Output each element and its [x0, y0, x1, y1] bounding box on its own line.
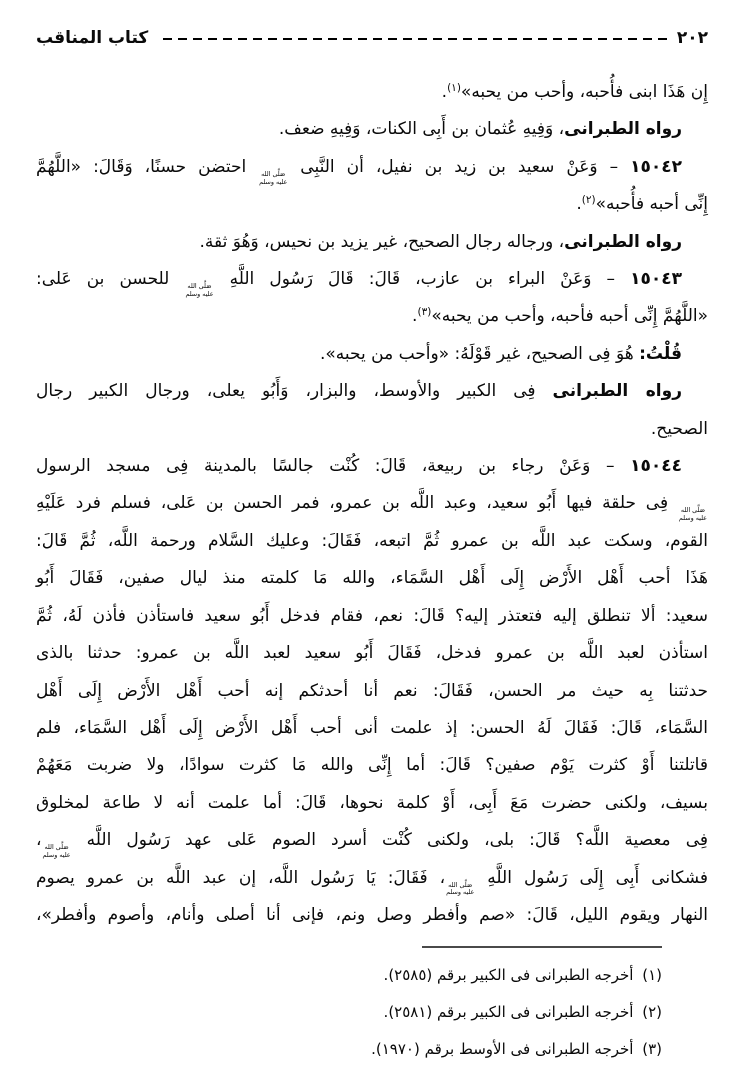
- body-line: رواه الطبرانى، ورجاله رجال الصحيح، غير يزيد بن نحيس، وَهُوَ ثقة.: [199, 231, 682, 252]
- hadith-text-body: [36, 74, 708, 934]
- hadith-start-line: ١٥٠٤٤ – وَعَنْ رجاء بن ربيعة، قَالَ: كُنْت جالسًا بالمدينة فِى مسجد الرسول: [36, 456, 682, 477]
- body-line: استأذن لعبد اللَّه بن عمرو فدخل، فَقَالَ أَبُو سعيد لعبد اللَّه بن عمرو: حدثنا بالذى: [36, 643, 708, 664]
- footnote-marker: (٢): [642, 1003, 662, 1022]
- body-line: رواه الطبرانى فِى الكبير والأوسط، والبزار، وَأَبُو يعلى، ورجال الكبير رجال: [36, 381, 682, 402]
- footnote-line: (٣) أخرجه الطبرانى فى الأوسط برقم (١٩٧٠).: [371, 1040, 662, 1059]
- saw-ligature-icon: صَلَّى الله عليه وسلم: [42, 843, 71, 859]
- hadith-number: ١٥٠٤٢: [630, 156, 682, 177]
- hadith-number: ١٥٠٤٣: [630, 269, 682, 290]
- saw-ligature-icon: صَلَّى الله عليه وسلم: [446, 880, 475, 897]
- bold-lead-phrase: رواه الطبرانى: [564, 119, 682, 140]
- body-line: قُلْتُ: هُوَ فِى الصحيح، غير قَوْلَهُ: «وأحب من يحبه».: [319, 343, 682, 364]
- body-line: النهار ويقوم الليل، قَالَ: «صم وأفطر وصل ونم، فإنى أنا أصلى وأنام، وأصوم وأفطر»،: [36, 904, 708, 925]
- body-line: صَلَّى الله عليه وسلم فِى حلقة فيها أَبُو سعيد، وعبد اللَّه بن عمرو، فمر الحسن بن عَلى، فسلم فرد عَلَيْهِ: [36, 493, 707, 523]
- body-line: السَّمَاء، قَالَ: فَقَالَ لَهُ الحسن: إذ علمت أنى أحب أَهْل الأَرْض إِلَى أَهْل السَّمَاء، فلم: [36, 717, 708, 738]
- body-line: فِى معصية اللَّه؟ قَالَ: بلى، ولكنى كُنْت أسرد الصوم عَلى عهد رَسُول اللَّه صَلَّى الله عليه وسلم ،: [36, 830, 708, 859]
- body-line: القوم، وسكت عبد اللَّه بن عمرو ثُمَّ اتبعه، فَقَالَ: وعليك السَّلام ورحمة اللَّه، ثُمَّ قَالَ:: [36, 530, 708, 551]
- saw-ligature-icon: صَلَّى الله عليه وسلم: [678, 506, 707, 523]
- saw-ligature-icon: صَلَّى الله عليه وسلم: [185, 282, 214, 298]
- body-line: فشكانى أَبِى إِلَى رَسُول اللَّهِ صَلَّى الله عليه وسلم ، فَقَالَ: يَا رَسُول اللَّه، إن عبد اللَّه بن عمرو يصوم: [36, 867, 708, 897]
- header-dash-rule: [158, 38, 667, 40]
- footnote-separator-rule: [422, 946, 662, 948]
- footnote-reference: (٣): [417, 306, 432, 319]
- body-line: قاتلتنا أَوْ كثرت يَوْم صفين؟ قَالَ: أما إِنِّى والله مَا كثرت سوادًا، ولا ضربت مَعَهُمْ: [36, 755, 708, 776]
- bold-lead-phrase: قُلْتُ:: [639, 343, 682, 364]
- body-line: هَذَا أحب أَهْل الأَرْض إِلَى أَهْل السَّمَاء، والله مَا كلمته منذ ليال صفين، فَقَالَ أَبُو: [36, 568, 708, 589]
- footnote-reference: (٢): [581, 194, 596, 207]
- book-title: كتاب المناقب: [36, 28, 149, 48]
- page-number: ٢٠٢: [676, 28, 708, 48]
- bold-lead-phrase: رواه الطبرانى: [564, 231, 682, 252]
- body-line: إِن هَذَا ابنى فأُحبه، وأحب من يحبه»$^{(١)}$.: [441, 82, 708, 102]
- page-header: [36, 28, 708, 48]
- body-line: إِنِّى أحبه فأُحبه»$^{(٢)}$.: [576, 194, 708, 215]
- saw-ligature-icon: صَلَّى الله عليه وسلم: [259, 169, 288, 186]
- hadith-start-line: ١٥٠٤٣ – وَعَنْ البراء بن عازب، قَالَ: قَالَ رَسُول اللَّهِ صَلَّى الله عليه وسلم للحسن بن عَلى:: [36, 269, 682, 298]
- body-line: الصحيح.: [650, 418, 708, 439]
- body-line: حدثتنا بِه حيث مر الحسن، فَقَالَ: نعم أنا أحدثكم إنه أحب أَهْل الأَرْض إِلَى أَهْل: [36, 680, 708, 701]
- footnote-reference: (١): [447, 82, 461, 94]
- body-line: رواه الطبرانى، وَفِيهِ عُثمان بن أَبِى الكنات، وَفِيهِ ضعف.: [278, 119, 682, 140]
- body-line: «اللَّهُمَّ إِنِّى أحبه فأحبه، وأحب من يحبه»$^{(٣)}$.: [412, 306, 708, 327]
- hadith-start-line: ١٥٠٤٢ – وَعَنْ سعيد بن زيد بن نفيل، أن النَّبِى صَلَّى الله عليه وسلم احتضن حسنًا، وَقَالَ: «اللَّهُمَّ: [36, 156, 682, 186]
- hadith-number: ١٥٠٤٤: [630, 456, 682, 477]
- bold-lead-phrase: رواه الطبرانى: [552, 381, 682, 402]
- body-line: سعيد: ألا تنطلق إليه فتعتذر إليه؟ قَالَ: نعم، فقام فدخل أَبُو سعيد فاستأذن فأذن لَهُ، ثُمَّ: [36, 605, 708, 626]
- body-line: بسيف، ولكنى حضرت مَعَ أَبِى، أَوْ كلمة نحوها، قَالَ: أما علمت أنه لا طاعة لمخلوق: [36, 792, 708, 813]
- footnote-marker: (١): [642, 966, 662, 985]
- footnote-marker: (٣): [642, 1040, 662, 1059]
- footnotes-section: [0, 946, 662, 1068]
- footnote-line: (٢) أخرجه الطبرانى فى الكبير برقم (٢٥٨١).: [383, 1003, 662, 1022]
- footnote-line: (١) أخرجه الطبرانى فى الكبير برقم (٢٥٨٥).: [383, 966, 662, 985]
- footnote-list: [0, 957, 662, 1068]
